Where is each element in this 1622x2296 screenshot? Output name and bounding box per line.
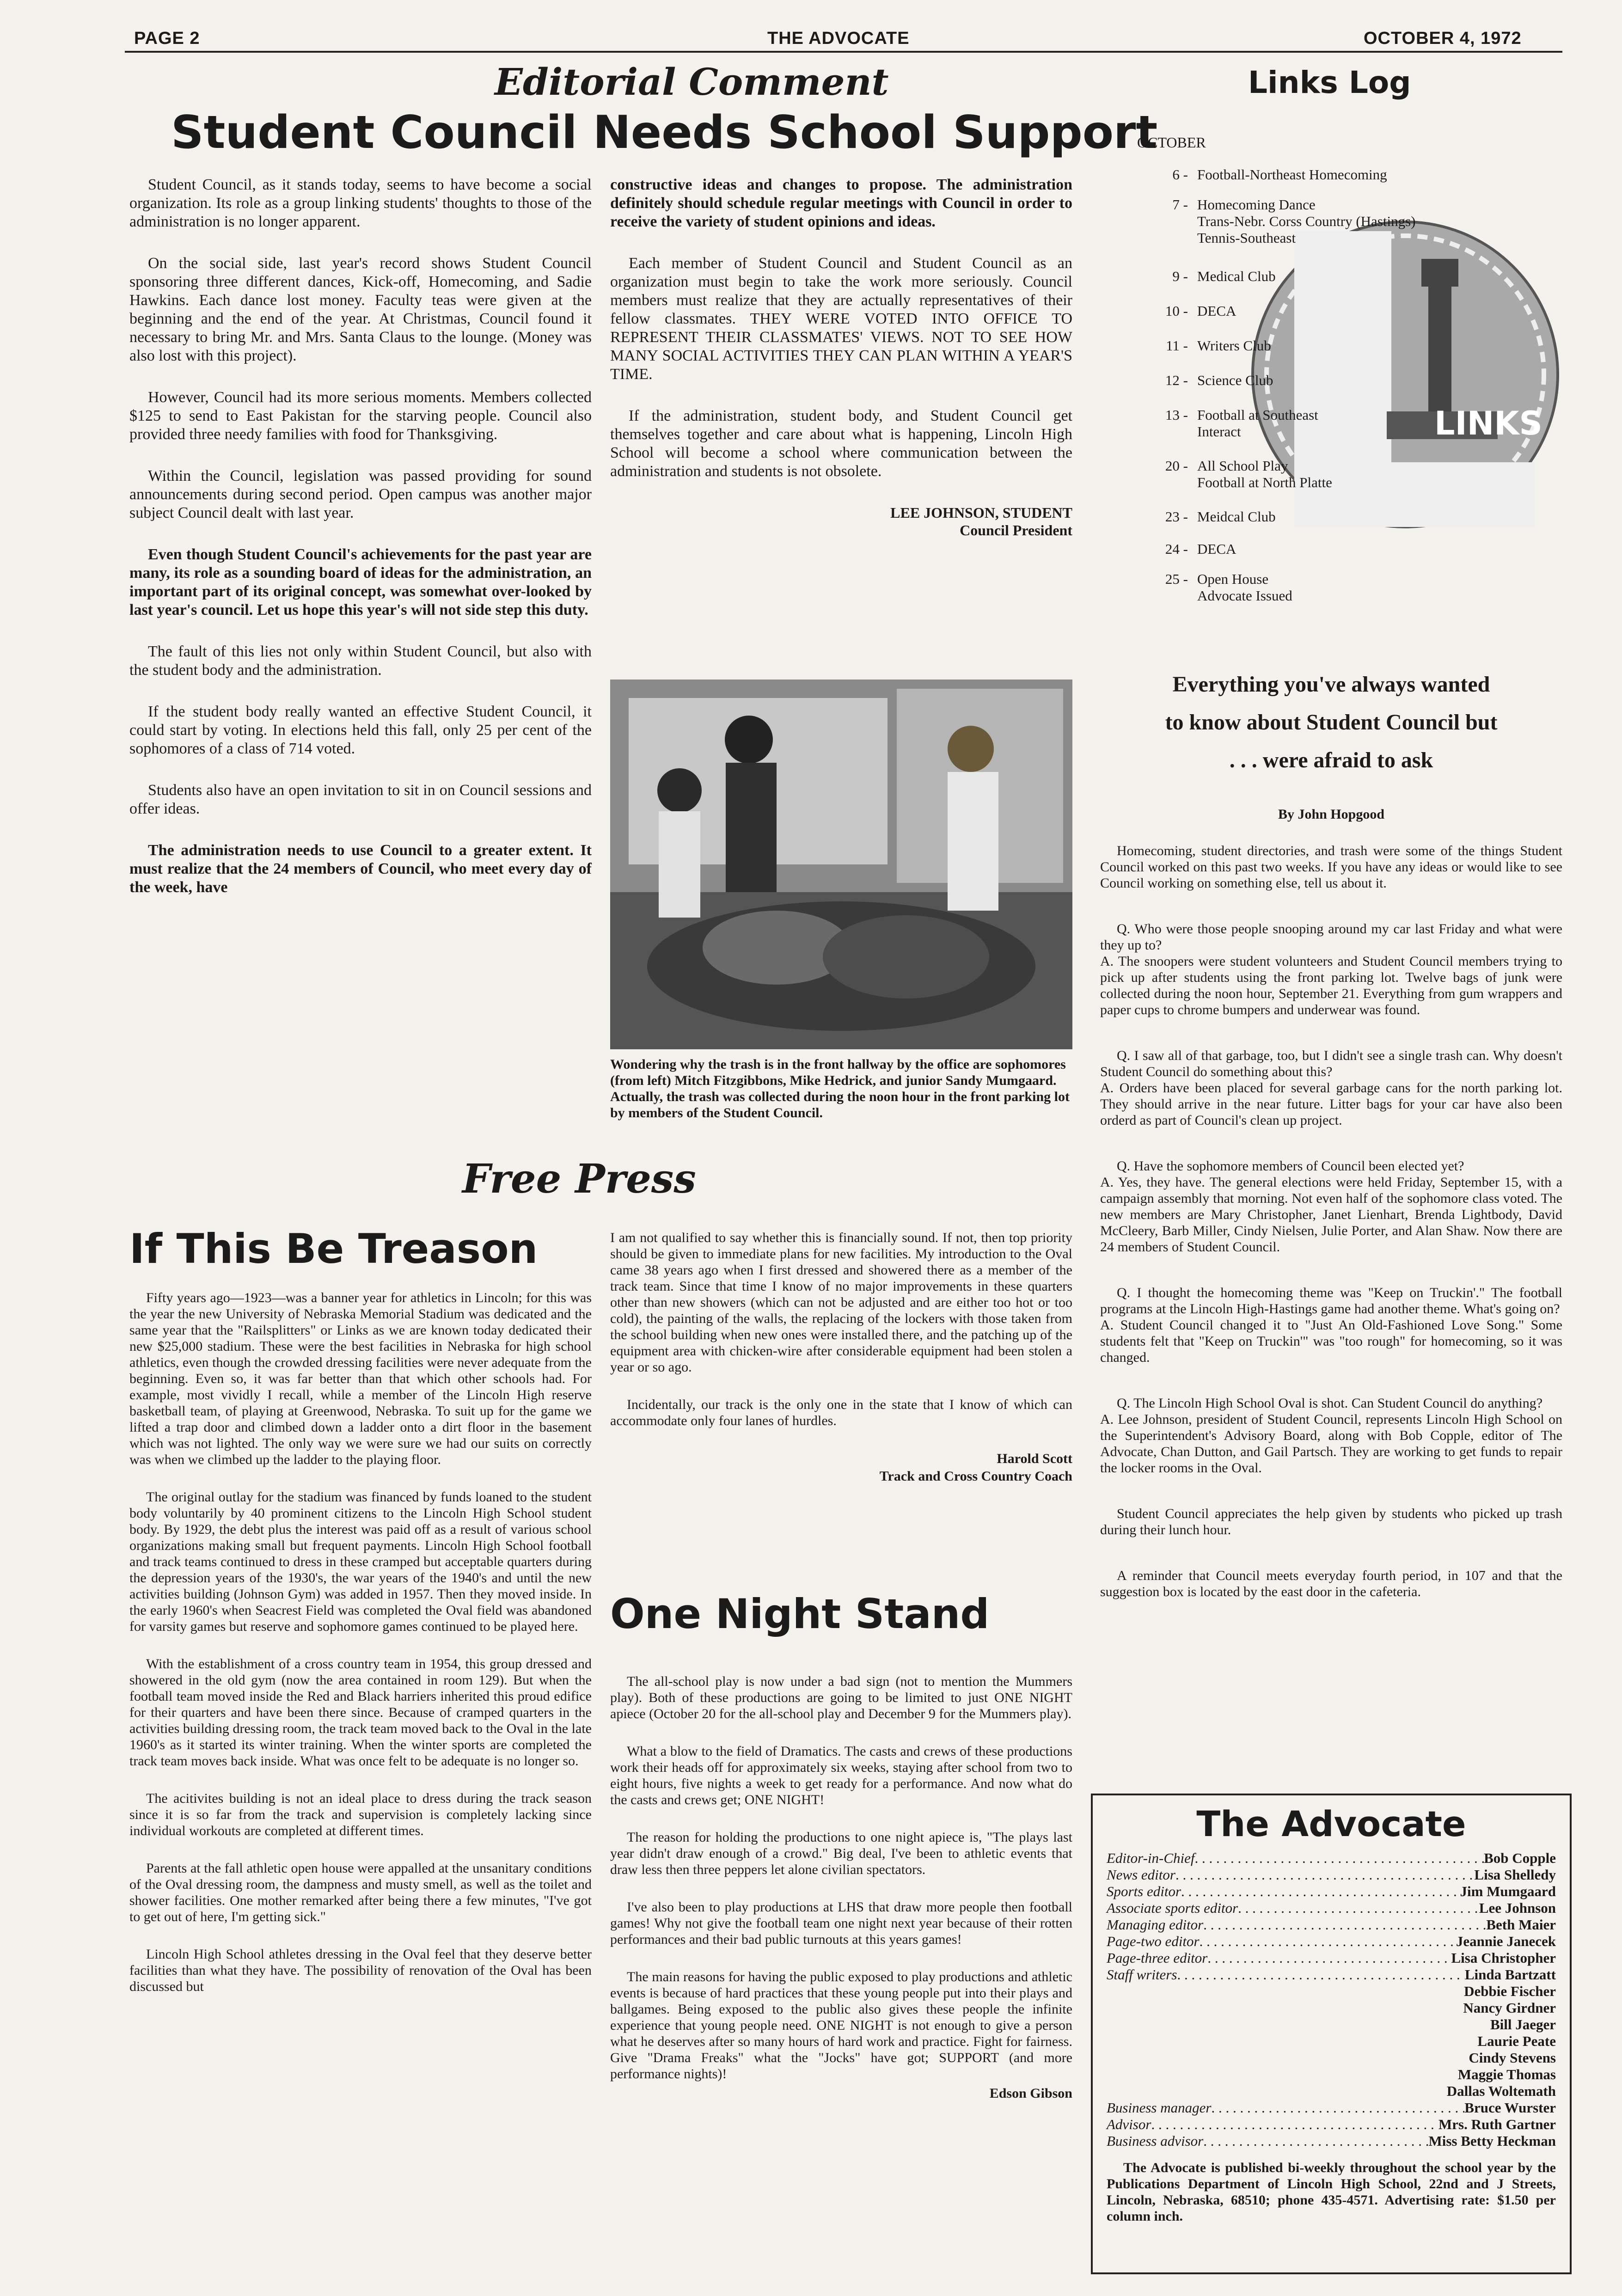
issue-date: OCTOBER 4, 1972 (1364, 29, 1522, 48)
free-press-column-1 (129, 1290, 592, 2016)
staff-role: Staff writers (1107, 1966, 1177, 1983)
staff-role: Managing editor (1107, 1916, 1204, 1933)
one-night-signature: Edson Gibson (989, 2086, 1072, 2101)
staff-role: Page-three editor (1107, 1950, 1208, 1966)
editorial-paragraph: Student Council, as it stands today, seems to have become a social organization. Its role as a group linking students' thoughts to those of the administration is no longer apparent. (129, 176, 592, 230)
council-faq-paragraph: Student Council appreciates the help given by students who picked up trash during their lunch hour. (1100, 1506, 1562, 1537)
log-day: 6 - (1172, 166, 1188, 183)
free-press-paragraph: Fifty years ago—1923—was a banner year for athletics in Lincoln; for this was the year the new University of Nebraska Memorial Stadium was dedicated and the same year that the "Railsplitters" or Links as we are known today dedicated their new $25,000 stadium. These were the best facilities in Nebraska for high school athletics, even though the crowded dressing facilities were never adequate from the beginning. Even so, it was far better than that which other schools had. For example, most vividly I recall, while a member of the Lincoln High reserve basketball team, of playing at Greenwood, Nebraska. To suit up for the game we lifted a trap door and climbed down a ladder onto a dirt floor in the basement which was not lighted. The only way we were sure we had our suits on correctly was when we climbed up the ladder to the playing floor. (129, 1290, 592, 1467)
free-press-paragraph: Lincoln High School athletes dressing in the Oval feel that they deserve better facilities than what they have. The possibility of renovation of the Oval has been discussed but (129, 1947, 592, 1994)
council-faq-paragraph: Homecoming, student directories, and trash were some of the things Student Council worked on this past two weeks. If you have any ideas or would like to see Council working on something else, tell us about it. (1100, 843, 1562, 891)
log-event: All School Play Football at North Platte (1197, 458, 1332, 490)
council-faq-paragraph: A reminder that Council meets everyday fourth period, in 107 and that the suggestion box is located by the east door in the cafeteria. (1100, 1568, 1562, 1599)
staff-writer: Debbie Fischer (1464, 1983, 1556, 1999)
staff-row (1107, 2133, 1556, 2149)
staff-role: Business manager (1107, 2100, 1212, 2116)
staff-name: Linda Bartzatt (1464, 1966, 1556, 1983)
log-event: DECA (1197, 541, 1236, 557)
links-log-month: OCTOBER (1137, 134, 1206, 151)
staff-name: Jeannie Janecek (1456, 1933, 1556, 1949)
log-day: 9 - (1172, 268, 1188, 284)
staff-role: Page-two editor (1107, 1933, 1200, 1949)
student-council-photo (610, 680, 1072, 1049)
one-night-paragraph: I've also been to play productions at LHS that draw more people then football games! Why not give the football team one night next year because of their rotten performances and their bad public turnouts at this years games! (610, 1899, 1072, 1947)
editorial-paragraph: On the social side, last year's record shows Student Council sponsoring three different dances, Kick-off, Homecoming, and Sadie Hawkins. Each dance lost money. Faculty teas were given at the beginning and the end of the year. At Christmas, Council found it necessary to bring Mr. and Mrs. Santa Claus to the lounge. (Money was also lost with this project). (129, 255, 592, 364)
staff-role: Associate sports editor (1107, 1900, 1238, 1916)
staff-row (1107, 1867, 1556, 1883)
staff-writer: Cindy Stevens (1469, 2050, 1556, 2066)
editorial-signature-title: Council President (960, 522, 1072, 539)
links-log-list (1137, 157, 1461, 610)
council-faq-paragraph: Q. I thought the homecoming theme was "Keep on Truckin'." The football programs at the Lincoln High-Hastings game had another theme. What's going on? A. Student Council changed it to "Just An Old-Fashioned Love Song." Some students felt that "Keep on Truckin'" was "too rough" for homecoming, so it was changed. (1100, 1285, 1562, 1365)
council-faq-paragraph: Q. The Lincoln High School Oval is shot. Can Student Council do anything? A. Lee Johnson, president of Student Council, represents Lincoln High School on the Superintendent's Advisory Board, along with Bob Copple, editor of The Advocate, Chan Dutton, and Gail Partsch. They are working to get funds to repair the locker rooms in the Oval. (1100, 1396, 1562, 1476)
log-event: Science Club (1197, 372, 1273, 388)
masthead-title: The Advocate (1196, 1803, 1466, 1844)
council-faq-headline-line: . . . were afraid to ask (1229, 748, 1433, 772)
header-rule (125, 51, 1562, 53)
masthead-footer: The Advocate is published bi-weekly throughout the school year by the Publications Department of Lincoln High School, 22nd and J Streets, Lincoln, Nebraska, 68510; phone 435-4571. Advertising rate: $1.50 per column inch. (1107, 2160, 1556, 2224)
staff-row (1107, 2100, 1556, 2116)
one-night-paragraph: What a blow to the field of Dramatics. The casts and crews of these productions work their heads off for approximately six weeks, staying after school from two to eight hours, five nights a week to get ready for a performance. And now what do the casts and crews get; ONE NIGHT! (610, 1744, 1072, 1807)
one-night-paragraph: The all-school play is now under a bad sign (not to mention the Mummers play). Both of these productions are going to be limited to just ONE NIGHT apiece (October 20 for the all-school play and December 9 for the Mummers play). (610, 1674, 1072, 1721)
log-day: 24 - (1165, 541, 1188, 557)
free-press-kicker: Free Press (462, 1156, 696, 1202)
council-faq-paragraph: Q. Have the sophomore members of Council been elected yet? A. Yes, they have. The general elections were held Friday, September 15, with a campaign assembly that morning. Not even half of the sophomore class voted. The new members are Mary Christopher, Janet Lienhart, Brenda Lightbody, David McCleery, Barb Miller, Cindy Nielsen, Julie Porter, and Alan Shaw. Now there are 24 members of Student Council. (1100, 1158, 1562, 1255)
links-log-title: Links Log (1248, 65, 1411, 100)
staff-row (1107, 1850, 1556, 1867)
log-event: Meidcal Club (1197, 508, 1276, 525)
staff-writer: Laurie Peate (1477, 2033, 1556, 2049)
staff-row (1107, 1900, 1556, 1916)
staff-name: Beth Maier (1486, 1916, 1556, 1933)
paper-name: THE ADVOCATE (767, 29, 910, 48)
log-event: Football-Northeast Homecoming (1197, 166, 1387, 183)
editorial-kicker: Editorial Comment (495, 60, 889, 104)
editorial-signature-name: LEE JOHNSON, STUDENT (890, 504, 1072, 521)
log-event: DECA (1197, 303, 1236, 319)
log-day: 13 - (1165, 407, 1188, 423)
staff-role: Sports editor (1107, 1883, 1181, 1899)
free-press-signature-name: Harold Scott (997, 1451, 1072, 1466)
council-faq-headline-line: Everything you've always wanted (1172, 672, 1490, 697)
photo-caption: Wondering why the trash is in the front hallway by the office are sophomores (from left) Mitch Fitzgibbons, Mike Hedrick, and junior Sandy Mumgaard. Actually, the trash was collected during the noon hour in the front parking lot by members of the Student Council. (610, 1057, 1070, 1120)
log-event: Football at Southeast Interact (1197, 407, 1318, 440)
editorial-headline: Student Council Needs School Support (171, 106, 1158, 159)
editorial-paragraph: However, Council had its more serious moments. Members collected $125 to send to East Pakistan for the starving people. Council also provided three needy families with food for Thanksgiving. (129, 389, 592, 443)
log-day: 20 - (1165, 458, 1188, 474)
log-day: 10 - (1165, 303, 1188, 319)
staff-role: Business advisor (1107, 2133, 1204, 2149)
one-night-headline: One Night Stand (610, 1590, 990, 1638)
free-press-headline: If This Be Treason (129, 1225, 538, 1273)
editorial-paragraph: The fault of this lies not only within Student Council, but also with the student body and the administration. (129, 643, 592, 679)
council-faq-headline (1100, 666, 1562, 779)
staff-name: Jim Mumgaard (1460, 1883, 1556, 1899)
editorial-paragraph: Within the Council, legislation was passed providing for sound announcements during second period. Open campus was another major subject Council dealt with last year. (129, 467, 592, 521)
council-faq-headline-line: to know about Student Council but (1165, 710, 1498, 735)
council-faq-byline: By John Hopgood (1278, 807, 1385, 822)
one-night-paragraph: The reason for holding the productions to one night apiece is, "The plays last year didn't draw enough of a crowd." Big deal, I've been to athletic events that draw less then three peppers let alone civilian spectators. (610, 1830, 1072, 1877)
links-logo-text: LINKS (1434, 404, 1542, 442)
log-event: Writers Club (1197, 337, 1271, 354)
staff-row (1107, 1883, 1556, 1900)
log-day: 7 - (1172, 196, 1188, 213)
free-press-paragraph: The original outlay for the stadium was financed by funds loaned to the student body voluntarily by 40 prominent citizens to the Lincoln High School student body. By 1929, the debt plus the interest was paid off as a result of various school organizations making small but frequent payments. Lincoln High School football and track teams continued to dress in these cramped but acceptable quarters during the depression years of the 1930's, the war years of the 1940's and until the new activities building (Johnson Gym) was added in 1957. Then they moved inside. In the early 1960's when Seacrest Field was completed the Oval field was abandoned for varsity games but reserve and sophomore games continued to be played here. (129, 1489, 592, 1634)
staff-role: Editor-in-Chief (1107, 1850, 1195, 1866)
editorial-paragraph: If the student body really wanted an effective Student Council, it could start by voting. In elections held this fall, only 25 per cent of the sophomores of a class of 714 voted. (129, 703, 592, 757)
free-press-column-2 (610, 1230, 1072, 1485)
editorial-paragraph: Students also have an open invitation to sit in on Council sessions and offer ideas. (129, 782, 592, 817)
free-press-paragraph: The acitivites building is not an ideal place to dress during the track season since it is so far from the track and supervision is completely lacking since individual workouts are completed at different times. (129, 1791, 592, 1838)
masthead-box (1091, 1794, 1572, 2274)
staff-writer: Bill Jaeger (1490, 2016, 1556, 2033)
page-number: PAGE 2 (134, 29, 200, 48)
staff-row (1107, 1916, 1556, 1933)
staff-name: Lisa Christopher (1451, 1950, 1556, 1966)
staff-name: Bob Copple (1484, 1850, 1556, 1866)
staff-name: Mrs. Ruth Gartner (1438, 2116, 1556, 2132)
staff-name: Lisa Shelledy (1474, 1867, 1556, 1883)
log-day: 23 - (1165, 508, 1188, 525)
staff-writer: Dallas Woltemath (1446, 2083, 1556, 2099)
editorial-paragraph: Even though Student Council's achievements for the past year are many, its role as a sounding board of ideas for the administration, an important part of its original concept, was somewhat over-looked by last year's council. Let us hope this year's will not side step this duty. (129, 546, 592, 618)
free-press-paragraph: With the establishment of a cross country team in 1954, this group dressed and showered in the old gym (now the area contained in room 129). But when the football team moved inside the Red and Black harriers inherited this proud edifice for their quarters and have been there since. Because of cramped quarters in the activities building dressing room, the track team moved back to the Oval in the late 1960's as it started its winter training. When the winter sports are completed the track team moves back inside. What was once felt to be adequate is no longer so. (129, 1656, 592, 1769)
staff-row (1107, 1950, 1556, 1966)
free-press-paragraph: Parents at the fall athletic open house were appalled at the unsanitary conditions of the Oval dressing room, the dampness and musty smell, as well as the toilet and shower facilities. One mother remarked after being there a few minutes, "I've got to get out of here, I'm getting sick." (129, 1861, 592, 1924)
editorial-column-2 (610, 176, 1072, 539)
log-day: 11 - (1166, 337, 1188, 354)
log-event: Medical Club (1197, 268, 1276, 284)
log-event: Open House Advocate Issued (1197, 571, 1292, 604)
photo-illustration (610, 680, 1072, 1049)
one-night-column (610, 1673, 1072, 2102)
staff-name: Lee Johnson (1479, 1900, 1556, 1916)
free-press-paragraph: I am not qualified to say whether this is financially sound. If not, then top priority should be given to immediate plans for new facilities. My introduction to the Oval came 38 years ago when I first dressed and showered there as a member of the track team. Since that time I know of no major improvements in these quarters other than new showers (which can not be adjusted and are either too hot or too cold), the painting of the walls, the replacing of the lockers with those taken from the school building when new ones were installed there, and the patching up of the equipment area with chicken-wire after considerable equipment had been stolen a year or so ago. (610, 1230, 1072, 1375)
staff-role: Advisor (1107, 2116, 1151, 2132)
staff-name: Bruce Wurster (1464, 2100, 1556, 2116)
staff-name: Miss Betty Heckman (1428, 2133, 1556, 2149)
council-faq-paragraph: Q. I saw all of that garbage, too, but I didn't see a single trash can. Why doesn't Student Council do something about this? A. Orders have been placed for several garbage cans for the north parking lot. They should arrive in the near future. Litter bags for your car have also been orderd as part of Council's clean up project. (1100, 1048, 1562, 1128)
staff-writer: Nancy Girdner (1463, 2000, 1556, 2016)
free-press-signature-title: Track and Cross Country Coach (879, 1469, 1072, 1484)
editorial-column-1 (129, 176, 592, 920)
one-night-paragraph: The main reasons for having the public exposed to play productions and athletic events is because of hard practices that these young people put into their plays and ballgames. Being exposed to the public also gives these people the infinite experience that young people need. ONE NIGHT is not enough to give a person what he deserves after so many hours of hard work and practice. Fight for fairness. Give "Drama Freaks" what the "Jocks" have got; SUPPORT (and more performance nights)! (610, 1969, 1072, 2082)
staff-role: News editor (1107, 1867, 1175, 1883)
log-day: 12 - (1165, 372, 1188, 388)
staff-row (1107, 1933, 1556, 1950)
free-press-paragraph: Incidentally, our track is the only one in the state that I know of which can accommodate only four lanes of hurdles. (610, 1397, 1072, 1428)
editorial-paragraph: If the administration, student body, and Student Council get themselves together and care about what is happening, Lincoln High School will become a school where communication between the administration and students is not obsolete. (610, 407, 1072, 480)
editorial-paragraph: constructive ideas and changes to propose. The administration definitely should schedule regular meetings with Council in order to receive the variety of student opinions and ideas. (610, 176, 1072, 230)
staff-row (1107, 1966, 1556, 1983)
staff-row (1107, 2116, 1556, 2133)
staff-writer: Maggie Thomas (1457, 2066, 1556, 2082)
editorial-paragraph: The administration needs to use Council to a greater extent. It must realize that the 24 members of Council, who meet every day of the week, have (129, 842, 592, 896)
log-day: 25 - (1165, 571, 1188, 587)
council-faq-column (1100, 834, 1562, 1629)
log-event: Homecoming Dance Trans-Nebr. Corss Country (Hastings) Tennis-Southeast (1197, 196, 1416, 246)
editorial-paragraph: Each member of Student Council and Student Council as an organization must begin to take the work more seriously. Council members must realize that they are actually representatives of their fellow classmates. THEY WERE VOTED INTO OFFICE TO REPRESENT THEIR CLASSMATES' VIEWS. NOT TO SEE HOW MANY SOCIAL ACTIVITIES THEY CAN PLAN WITHIN A YEAR'S TIME. (610, 255, 1072, 383)
council-faq-paragraph: Q. Who were those people snooping around my car last Friday and what were they up to? A. The snoopers were student volunteers and Student Council members trying to pick up after students using the front parking lot. Twelve bags of junk were collected during the noon hour, September 21. Everything from gum wrappers and paper cups to chrome bumpers and underwear was found. (1100, 921, 1562, 1017)
